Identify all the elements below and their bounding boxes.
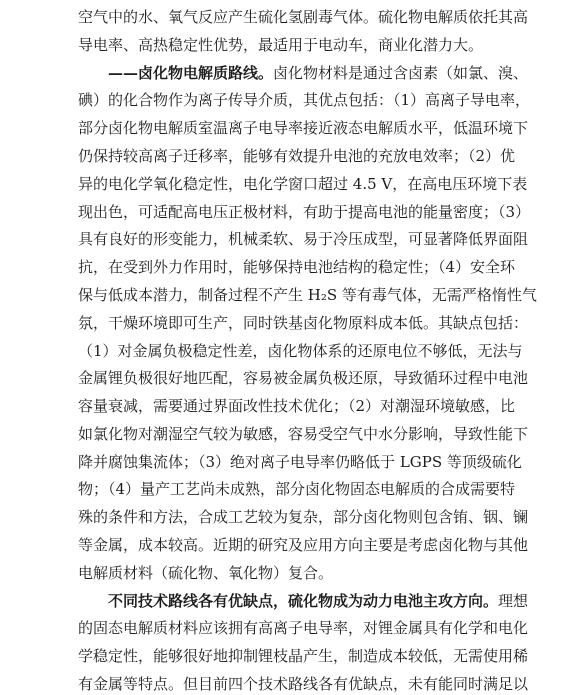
text-line: 保与低成本潜力，制备过程不产生 H₂S 等有毒气体，无需严格惰性气 — [78, 286, 537, 304]
text-line: 殊的条件和方法，合成工艺较为复杂，部分卤化物则包含铕、铟、镧 — [78, 508, 529, 526]
paragraph-heading-line — [108, 590, 529, 612]
paragraph-heading-line — [108, 62, 529, 84]
text-line: 等金属，成本较高。近期的研究及应用方向主要是考虑卤化物与其他 — [78, 536, 529, 554]
text-line: 部分卤化物电解质室温离子电导率接近液态电解质水平，低温环境下 — [78, 119, 529, 137]
text-line: 异的电化学氧化稳定性，电化学窗口超过 4.5 V，在高电压环境下表 — [78, 175, 528, 193]
text-line: 抗，在受到外力作用时，能够保持电池结构的稳定性；（4）安全环 — [78, 258, 516, 276]
text-line: 现出色，可适配高电压正极材料，有助于提高电池的能量密度；（3） — [78, 203, 531, 221]
text-line: 有金属等特点。但目前四个技术路线各有优缺点，未有能同时满足以 — [78, 675, 529, 693]
text-span: 卤化物材料是通过含卤素（如氯、溴、 — [273, 64, 529, 82]
section-heading: ——卤化物电解质路线。 — [108, 64, 274, 82]
text-line: 金属锂负极很好地匹配，容易被金属负极还原，导致循环过程中电池 — [78, 369, 529, 387]
section-heading: 不同技术路线各有优缺点，硫化物成为动力电池主攻方向。 — [108, 592, 499, 610]
text-line: 碘）的化合物作为离子传导介质，其优点包括：（1）高离子导电率， — [78, 91, 531, 109]
text-line: 学稳定性，能够很好地抑制锂枝晶产生，制造成本较低，无需使用稀 — [78, 647, 529, 665]
text-line: 的固态电解质材料应该拥有高离子电导率，对锂金属具有化学和电化 — [78, 619, 529, 637]
text-line: 氛，干燥环境即可生产，同时铁基卤化物原料成本低。其缺点包括： — [78, 314, 529, 332]
text-line: 仍保持较高离子迁移率，能够有效提升电池的充放电效率；（2）优 — [78, 147, 516, 165]
text-span: 理想 — [498, 592, 529, 610]
text-line: 容量衰减，需要通过界面改性技术优化；（2）对潮湿环境敏感，比 — [78, 397, 516, 415]
text-line: （1）对金属负极稳定性差，卤化物体系的还原电位不够低，无法与 — [78, 342, 523, 360]
text-line: 导电率、高热稳定性优势，最适用于电动车，商业化潜力大。 — [78, 36, 484, 54]
text-line: 电解质材料（硫化物、氧化物）复合。 — [78, 564, 334, 582]
text-line: 降并腐蚀集流体；（3）绝对离子电导率仍略低于 LGPS 等顶级硫化 — [78, 453, 522, 471]
text-line: 具有良好的形变能力，机械柔软、易于冷压成型，可显著降低界面阻 — [78, 230, 529, 248]
text-line: 空气中的水、氧气反应产生硫化氢剧毒气体。硫化物电解质依托其高 — [78, 8, 529, 26]
text-line: 物；（4）量产工艺尚未成熟，部分卤化物固态电解质的合成需要特 — [78, 480, 516, 498]
text-line: 如氯化物对潮湿空气较为敏感，容易受空气中水分影响，导致性能下 — [78, 425, 529, 443]
